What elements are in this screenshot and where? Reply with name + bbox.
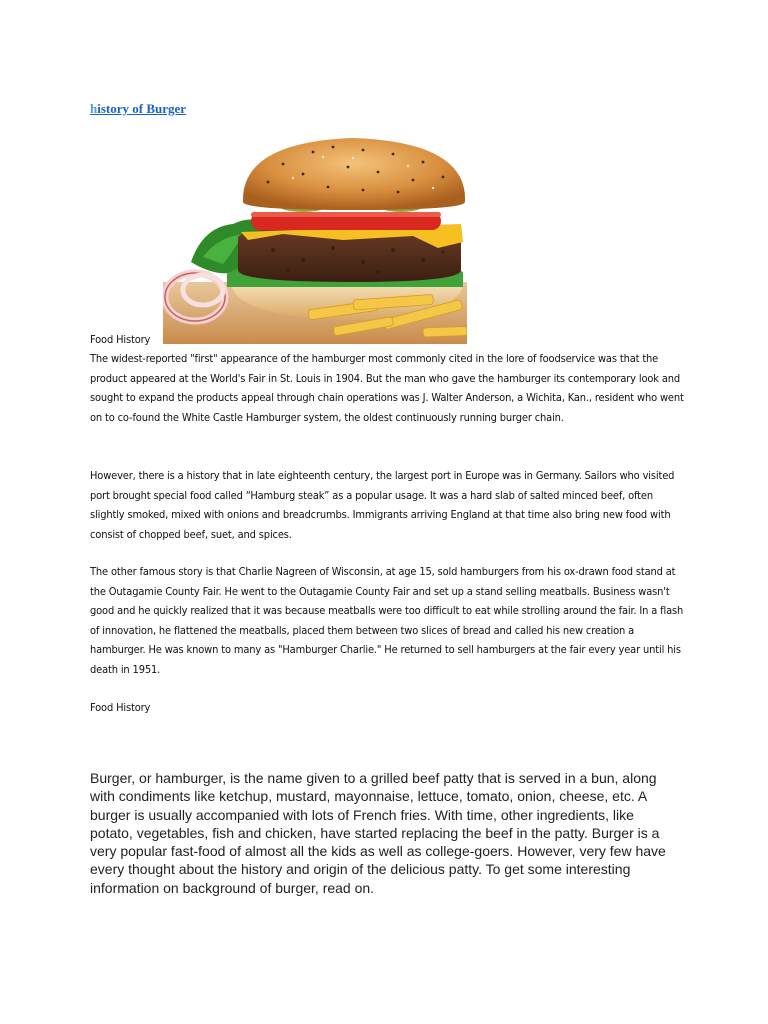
burger-image	[163, 132, 467, 344]
paragraph-world-fair: The widest-reported "first" appearance of the hamburger most commonly cited in the lore of foodservice was that the product appeared at the World's Fair in St. Louis in 1904. But the man who gave the hamburger its contemporary look and sought to expand the products appeal through chain operations was J. Walter Anderson, a Wichita, Kan., resident who went on to co-found the White Castle Hamburger system, the oldest continuously running burger chain.	[90, 352, 684, 424]
paragraph-hamburg-steak: However, there is a history that in late eighteenth century, the largest port in Europe was in Germany. Sailors who visited port brought special food called “Hamburg steak” as a popular usage. It was a hard slab of salted minced beef, often slightly smoked, mixed with onions and breadcrumbs. Immigrants arriving England at that time also bring new food with consist of chopped beef, suet, and spices.	[90, 469, 675, 541]
history-of-burger-link[interactable]	[90, 101, 186, 117]
food-history-label-2: Food History	[90, 701, 151, 714]
intro-paragraph: Burger, or hamburger, is the name given to a grilled beef patty that is served in a bun, along with condiments like ketchup, mustard, mayonnaise, lettuce, tomato, onion, cheese, etc. A burger is usually accompanied with lots of French fries. With time, other ingredients, like potato, vegetables, fish and chicken, have started replacing the beef in the patty. Burger is a very popular fast-food of almost all the kids as well as college-goers. However, very few have every thought about the history and origin of the delicious patty. To get some interesting information on background of burger, read on.	[90, 770, 666, 896]
title-first-letter: h	[90, 101, 98, 116]
food-history-label: Food History	[90, 333, 151, 346]
paragraph-charlie-nagreen: The other famous story is that Charlie Nagreen of Wisconsin, at age 15, sold hamburgers from his ox-drawn food stand at the Outagamie County Fair. He went to the Outagamie County Fair and set up a stand selling meatballs. Business wasn't good and he quickly realized that it was because meatballs were too difficult to eat while strolling around the fair. In a flash of innovation, he flattened the meatballs, placed them between two slices of bread and called his new creation a hamburger. He was known to many as "Hamburger Charlie." He returned to sell hamburgers at the fair every year until his death in 1951.	[90, 565, 684, 676]
title-rest: istory of Burger	[97, 101, 187, 116]
